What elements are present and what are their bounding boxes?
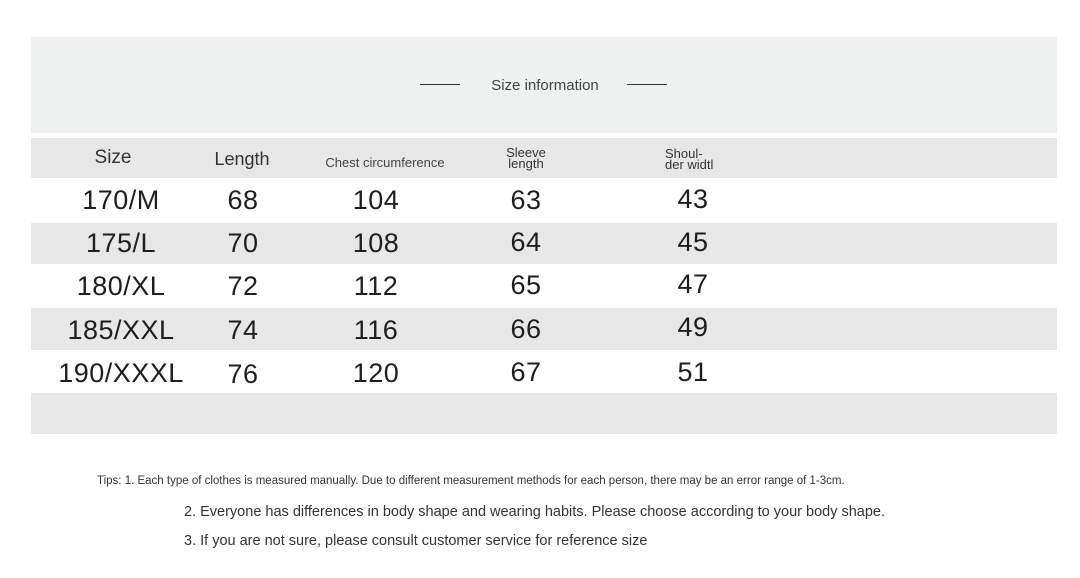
cell-shoulder: 51	[677, 357, 709, 387]
header-shoulder-line2: der widtl	[665, 157, 714, 172]
cell-length: 68	[227, 185, 259, 215]
cell-chest: 112	[353, 271, 399, 301]
header-shoulder	[643, 148, 755, 170]
cell-size: 190/XXXL	[58, 358, 184, 388]
cell-chest: 108	[352, 228, 400, 258]
table-footer-band	[31, 393, 1057, 434]
header-sleeve-line2: length	[508, 156, 544, 171]
table-row	[31, 351, 1057, 392]
cell-shoulder: 43	[677, 184, 709, 214]
cell-sleeve: 64	[510, 227, 542, 257]
cell-shoulder: 49	[677, 312, 709, 342]
cell-length: 70	[227, 228, 259, 258]
cell-size: 180/XL	[76, 271, 166, 301]
title-divider-left	[420, 84, 460, 85]
cell-sleeve: 65	[510, 270, 542, 300]
size-info-title: Size information	[491, 77, 599, 94]
cell-chest: 104	[352, 185, 400, 215]
cell-sleeve: 67	[510, 357, 542, 387]
cell-length: 74	[227, 315, 259, 345]
cell-chest: 120	[352, 358, 400, 388]
header-length: Length	[214, 149, 270, 169]
title-divider-right	[627, 84, 667, 85]
cell-size: 185/XXL	[67, 315, 175, 345]
tip-line-1: Tips: 1. Each type of clothes is measured manually. Due to different measurement methods for each person, there may be an error range of 1-3cm.	[97, 475, 845, 487]
cell-size: 170/M	[82, 185, 160, 215]
header-sleeve-line1: Sleeve	[506, 145, 546, 160]
cell-sleeve: 63	[510, 185, 542, 215]
header-sleeve	[486, 147, 566, 169]
cell-shoulder: 47	[677, 269, 709, 299]
cell-length: 72	[227, 271, 259, 301]
tip-line-2: 2. Everyone has differences in body shape and wearing habits. Please choose according to your body shape.	[184, 504, 886, 520]
table-row	[31, 180, 1057, 222]
table-row	[31, 265, 1057, 307]
header-shoulder-line1: Shoul-	[665, 146, 703, 161]
header-chest: Chest circumference	[325, 155, 445, 170]
header-size: Size	[94, 147, 132, 168]
table-header-row	[31, 138, 1057, 178]
table-row	[31, 308, 1057, 350]
size-info-banner	[31, 37, 1057, 133]
table-row	[31, 223, 1057, 264]
cell-size: 175/L	[85, 228, 157, 258]
cell-chest: 116	[353, 315, 399, 345]
cell-shoulder: 45	[677, 227, 709, 257]
cell-sleeve: 66	[510, 314, 542, 344]
tip-line-3: 3. If you are not sure, please consult customer service for reference size	[184, 533, 648, 549]
cell-length: 76	[227, 359, 259, 389]
